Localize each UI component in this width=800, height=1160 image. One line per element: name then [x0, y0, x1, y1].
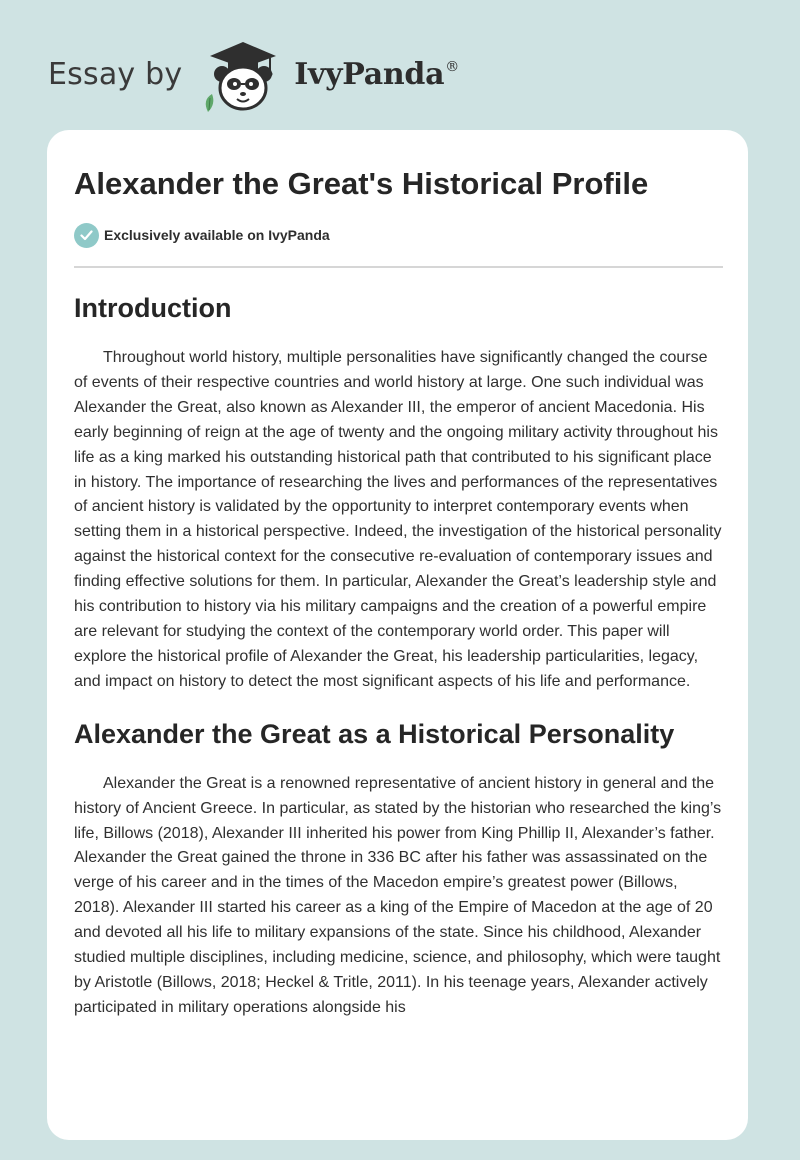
divider [74, 266, 723, 268]
essay-content [74, 162, 724, 1021]
section-paragraph-introduction: Throughout world history, multiple personalities have significantly changed the course of events of their respective countries and world history at large. One such individual was Alexander the Great, also known as Alexander III, the emperor of ancient Macedonia. His early beginning of reign at the age of twenty and the ongoing military activity throughout his life as a king marked his outstanding historical path that contributed to his significant place in history. The importance of researching the lives and performances of the representatives of ancient history is validated by the opportunity to interpret contemporary events when setting them in a historical perspective. Indeed, the investigation of the historical personality against the historical context for the consecutive re-evaluation of contemporary issues and finding effective solutions for them. In particular, Alexander the Great’s leadership style and his contribution to history via his military campaigns and the creation of a powerful empire are relevant for studying the context of the contemporary world order. This paper will explore the historical profile of Alexander the Great, his leadership particularities, legacy, and impact on history to detect the most significant aspects of his life and performance. [74, 349, 722, 690]
section-heading-historical-personality: Alexander the Great as a Historical Personality [74, 718, 675, 749]
check-circle-icon [74, 223, 99, 248]
exclusive-badge [74, 222, 724, 248]
brand-header[interactable] [48, 34, 459, 114]
exclusive-label: Exclusively available on IvyPanda [104, 227, 330, 243]
section-paragraph-historical-personality: Alexander the Great is a renowned representative of ancient history in general and the history of Ancient Greece. In particular, as stated by the historian who researched the king’s life, Billows (2018), Alexander III inherited his power from King Phillip II, Alexander’s father. Alexander the Great gained the throne in 336 BC after his father was assassinated on the verge of his career and in the times of the Macedon empire’s greatest power (Billows, 2018). Alexander III started his career as a king of the Empire of Macedon at the age of 20 and devoted all his life to military expansions of the state. Since his childhood, Alexander studied multiple disciplines, including medicine, science, and philosophy, which were taught by Aristotle (Billows, 2018; Heckel & Tritle, 2011). In his teenage years, Alexander actively participated in military operations alongside his [74, 774, 722, 1016]
brand-prefix: Essay by [48, 56, 183, 92]
panda-graduate-icon [198, 34, 288, 114]
page-title: Alexander the Great's Historical Profile [74, 166, 649, 201]
brand-name: IvyPanda® [294, 56, 459, 92]
section-heading-introduction: Introduction [74, 293, 232, 323]
essay-card [47, 130, 748, 1140]
